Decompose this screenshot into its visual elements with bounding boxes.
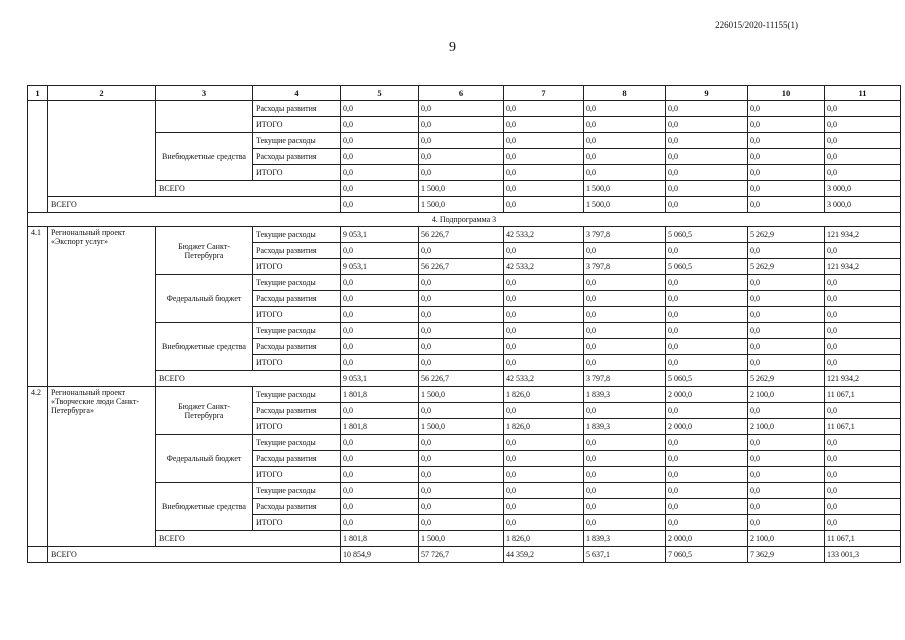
expense-type: Текущие расходы [253, 387, 341, 403]
value-cell: 0,0 [666, 181, 748, 197]
source-cell [156, 101, 253, 133]
value-cell: 1 839,3 [584, 419, 666, 435]
value-cell: 0,0 [504, 483, 584, 499]
value-cell: 0,0 [825, 483, 901, 499]
value-cell: 0,0 [419, 133, 504, 149]
value-cell: 0,0 [584, 117, 666, 133]
value-cell: 1 839,3 [584, 387, 666, 403]
value-cell: 0,0 [584, 101, 666, 117]
value-cell: 0,0 [341, 467, 419, 483]
table-row [28, 101, 901, 117]
column-header: 11 [825, 86, 901, 101]
value-cell: 0,0 [504, 515, 584, 531]
value-cell: 0,0 [419, 403, 504, 419]
value-cell: 0,0 [666, 133, 748, 149]
value-cell: 0,0 [504, 355, 584, 371]
value-cell: 1 500,0 [584, 181, 666, 197]
value-cell: 0,0 [666, 355, 748, 371]
value-cell: 11 067,1 [825, 531, 901, 547]
value-cell: 0,0 [419, 117, 504, 133]
value-cell: 0,0 [584, 165, 666, 181]
value-cell: 0,0 [825, 101, 901, 117]
table-row [28, 435, 901, 451]
value-cell: 0,0 [341, 291, 419, 307]
value-cell: 0,0 [419, 149, 504, 165]
value-cell: 0,0 [341, 117, 419, 133]
value-cell: 0,0 [504, 403, 584, 419]
value-cell: 5 060,5 [666, 227, 748, 243]
value-cell: 1 500,0 [419, 197, 504, 213]
table-row [28, 323, 901, 339]
table-row [28, 275, 901, 291]
value-cell: 0,0 [748, 323, 825, 339]
value-cell: 0,0 [825, 467, 901, 483]
value-cell: 1 500,0 [419, 531, 504, 547]
source-cell: Бюджет Санкт-Петербурга [156, 227, 253, 275]
grand-total-row [28, 547, 901, 563]
column-header: 4 [253, 86, 341, 101]
column-header: 8 [584, 86, 666, 101]
value-cell: 0,0 [584, 133, 666, 149]
value-cell: 0,0 [341, 181, 419, 197]
value-cell: 0,0 [748, 515, 825, 531]
subtotal-label: ВСЕГО [156, 531, 341, 547]
expense-type: Текущие расходы [253, 227, 341, 243]
value-cell: 0,0 [419, 275, 504, 291]
expense-type: ИТОГО [253, 117, 341, 133]
expense-type: Текущие расходы [253, 275, 341, 291]
column-header: 10 [748, 86, 825, 101]
expense-type: ИТОГО [253, 467, 341, 483]
value-cell: 0,0 [748, 165, 825, 181]
project-name: Региональный проект «Творческие люди Санкт-Петербурга» [48, 387, 156, 547]
value-cell: 5 262,9 [748, 371, 825, 387]
value-cell: 0,0 [341, 355, 419, 371]
value-cell: 0,0 [584, 323, 666, 339]
expense-type: ИТОГО [253, 515, 341, 531]
value-cell: 0,0 [584, 243, 666, 259]
source-cell: Внебюджетные средства [156, 483, 253, 531]
subtotal-row [28, 371, 901, 387]
value-cell: 121 934,2 [825, 259, 901, 275]
value-cell: 0,0 [419, 355, 504, 371]
table-row [28, 133, 901, 149]
expense-type: Расходы развития [253, 403, 341, 419]
value-cell: 0,0 [504, 117, 584, 133]
value-cell: 0,0 [584, 515, 666, 531]
value-cell: 0,0 [666, 243, 748, 259]
value-cell: 0,0 [504, 165, 584, 181]
value-cell: 0,0 [748, 243, 825, 259]
subtotal-label: ВСЕГО [156, 181, 341, 197]
value-cell: 0,0 [825, 499, 901, 515]
expense-type: Расходы развития [253, 499, 341, 515]
value-cell: 0,0 [341, 435, 419, 451]
value-cell: 0,0 [584, 403, 666, 419]
value-cell: 0,0 [666, 197, 748, 213]
value-cell: 121 934,2 [825, 371, 901, 387]
section-row [28, 213, 901, 227]
value-cell: 0,0 [666, 307, 748, 323]
value-cell: 5 262,9 [748, 259, 825, 275]
value-cell: 0,0 [748, 181, 825, 197]
column-header: 9 [666, 86, 748, 101]
value-cell: 0,0 [504, 435, 584, 451]
value-cell: 0,0 [666, 483, 748, 499]
value-cell: 0,0 [584, 307, 666, 323]
value-cell: 0,0 [748, 275, 825, 291]
column-header: 2 [48, 86, 156, 101]
value-cell: 0,0 [341, 165, 419, 181]
value-cell: 0,0 [825, 435, 901, 451]
value-cell: 0,0 [419, 483, 504, 499]
value-cell: 0,0 [584, 355, 666, 371]
value-cell: 0,0 [748, 307, 825, 323]
value-cell: 0,0 [341, 307, 419, 323]
table-row [28, 483, 901, 499]
value-cell: 0,0 [504, 197, 584, 213]
expense-type: ИТОГО [253, 355, 341, 371]
value-cell: 0,0 [748, 483, 825, 499]
value-cell: 0,0 [825, 291, 901, 307]
value-cell: 0,0 [504, 133, 584, 149]
value-cell: 0,0 [748, 197, 825, 213]
page-number: 9 [449, 40, 456, 55]
source-cell: Федеральный бюджет [156, 435, 253, 483]
value-cell: 2 000,0 [666, 419, 748, 435]
value-cell: 0,0 [825, 165, 901, 181]
value-cell: 1 801,8 [341, 387, 419, 403]
value-cell: 0,0 [341, 499, 419, 515]
value-cell: 0,0 [504, 499, 584, 515]
value-cell: 0,0 [825, 515, 901, 531]
value-cell: 1 839,3 [584, 531, 666, 547]
value-cell: 2 000,0 [666, 531, 748, 547]
project-number: 4.2 [28, 387, 48, 547]
total-label: ВСЕГО [48, 197, 341, 213]
value-cell: 1 826,0 [504, 419, 584, 435]
expense-type: Текущие расходы [253, 435, 341, 451]
project-number: 4.1 [28, 227, 48, 387]
value-cell: 0,0 [584, 275, 666, 291]
value-cell: 0,0 [419, 101, 504, 117]
value-cell: 0,0 [419, 451, 504, 467]
value-cell: 0,0 [419, 243, 504, 259]
expense-type: ИТОГО [253, 307, 341, 323]
value-cell: 0,0 [504, 291, 584, 307]
value-cell: 0,0 [584, 339, 666, 355]
value-cell: 3 000,0 [825, 197, 901, 213]
value-cell: 5 262,9 [748, 227, 825, 243]
budget-table [27, 85, 901, 563]
expense-type: Расходы развития [253, 243, 341, 259]
expense-type: Расходы развития [253, 291, 341, 307]
value-cell: 0,0 [748, 499, 825, 515]
value-cell: 0,0 [825, 451, 901, 467]
value-cell: 0,0 [666, 323, 748, 339]
value-cell: 0,0 [341, 133, 419, 149]
value-cell: 56 226,7 [419, 227, 504, 243]
value-cell: 0,0 [504, 149, 584, 165]
value-cell: 3 000,0 [825, 181, 901, 197]
expense-type: ИТОГО [253, 419, 341, 435]
value-cell: 7 362,9 [748, 547, 825, 563]
value-cell: 0,0 [419, 499, 504, 515]
value-cell: 0,0 [666, 291, 748, 307]
value-cell: 0,0 [584, 499, 666, 515]
value-cell: 0,0 [419, 307, 504, 323]
value-cell: 5 060,5 [666, 259, 748, 275]
value-cell: 0,0 [748, 117, 825, 133]
value-cell: 121 934,2 [825, 227, 901, 243]
row-name [48, 101, 156, 197]
source-cell: Федеральный бюджет [156, 275, 253, 323]
value-cell: 0,0 [748, 101, 825, 117]
value-cell: 1 801,8 [341, 419, 419, 435]
expense-type: Текущие расходы [253, 483, 341, 499]
value-cell: 1 826,0 [504, 531, 584, 547]
value-cell: 0,0 [825, 339, 901, 355]
value-cell: 10 854,9 [341, 547, 419, 563]
value-cell: 0,0 [584, 451, 666, 467]
value-cell: 0,0 [504, 101, 584, 117]
value-cell: 2 000,0 [666, 387, 748, 403]
value-cell: 0,0 [666, 117, 748, 133]
value-cell: 0,0 [825, 307, 901, 323]
value-cell: 0,0 [666, 499, 748, 515]
value-cell: 0,0 [748, 355, 825, 371]
expense-type: Текущие расходы [253, 323, 341, 339]
value-cell: 5 060,5 [666, 371, 748, 387]
value-cell: 0,0 [666, 101, 748, 117]
value-cell: 0,0 [504, 243, 584, 259]
value-cell: 9 053,1 [341, 371, 419, 387]
column-header: 5 [341, 86, 419, 101]
column-header: 1 [28, 86, 48, 101]
value-cell: 0,0 [504, 275, 584, 291]
grand-total-label: ВСЕГО [48, 547, 341, 563]
value-cell: 0,0 [666, 339, 748, 355]
expense-type: Расходы развития [253, 149, 341, 165]
value-cell: 0,0 [341, 149, 419, 165]
value-cell: 0,0 [825, 275, 901, 291]
value-cell: 2 100,0 [748, 531, 825, 547]
total-row [28, 197, 901, 213]
value-cell: 0,0 [504, 307, 584, 323]
value-cell: 1 500,0 [419, 181, 504, 197]
value-cell: 56 226,7 [419, 259, 504, 275]
value-cell: 2 100,0 [748, 419, 825, 435]
value-cell: 3 797,8 [584, 259, 666, 275]
value-cell: 0,0 [341, 339, 419, 355]
value-cell: 0,0 [825, 117, 901, 133]
value-cell: 0,0 [666, 275, 748, 291]
value-cell: 0,0 [341, 101, 419, 117]
value-cell: 0,0 [419, 339, 504, 355]
value-cell: 42 533,2 [504, 227, 584, 243]
expense-type: ИТОГО [253, 259, 341, 275]
document-number: 226015/2020-11155(1) [715, 20, 798, 30]
value-cell: 0,0 [504, 323, 584, 339]
expense-type: Расходы развития [253, 451, 341, 467]
value-cell: 0,0 [584, 483, 666, 499]
value-cell: 0,0 [666, 515, 748, 531]
value-cell: 0,0 [341, 403, 419, 419]
value-cell: 7 060,5 [666, 547, 748, 563]
value-cell: 0,0 [504, 339, 584, 355]
value-cell: 0,0 [666, 451, 748, 467]
value-cell: 0,0 [504, 451, 584, 467]
value-cell: 42 533,2 [504, 371, 584, 387]
value-cell: 5 637,1 [584, 547, 666, 563]
value-cell: 1 500,0 [584, 197, 666, 213]
value-cell: 0,0 [419, 435, 504, 451]
header-row [28, 86, 901, 101]
value-cell: 0,0 [825, 133, 901, 149]
source-cell: Внебюджетные средства [156, 323, 253, 371]
source-cell: Бюджет Санкт-Петербурга [156, 387, 253, 435]
value-cell: 0,0 [748, 339, 825, 355]
value-cell: 0,0 [666, 467, 748, 483]
project-name: Региональный проект «Экспорт услуг» [48, 227, 156, 387]
value-cell: 0,0 [341, 515, 419, 531]
value-cell: 9 053,1 [341, 227, 419, 243]
value-cell: 1 801,8 [341, 531, 419, 547]
value-cell: 0,0 [748, 133, 825, 149]
value-cell: 0,0 [341, 197, 419, 213]
value-cell: 1 826,0 [504, 387, 584, 403]
value-cell: 0,0 [584, 467, 666, 483]
value-cell: 0,0 [419, 515, 504, 531]
value-cell: 0,0 [748, 291, 825, 307]
value-cell: 9 053,1 [341, 259, 419, 275]
value-cell: 0,0 [666, 403, 748, 419]
column-header: 7 [504, 86, 584, 101]
value-cell: 42 533,2 [504, 259, 584, 275]
source-cell: Внебюджетные средства [156, 133, 253, 181]
value-cell: 0,0 [584, 291, 666, 307]
expense-type: Расходы развития [253, 339, 341, 355]
value-cell: 11 067,1 [825, 419, 901, 435]
value-cell: 0,0 [504, 181, 584, 197]
value-cell: 1 500,0 [419, 387, 504, 403]
value-cell: 2 100,0 [748, 387, 825, 403]
value-cell: 0,0 [584, 149, 666, 165]
value-cell: 0,0 [341, 451, 419, 467]
value-cell: 0,0 [666, 149, 748, 165]
value-cell: 0,0 [341, 243, 419, 259]
value-cell: 0,0 [419, 467, 504, 483]
value-cell: 0,0 [825, 355, 901, 371]
value-cell: 0,0 [341, 323, 419, 339]
column-header: 3 [156, 86, 253, 101]
subtotal-row [28, 531, 901, 547]
value-cell: 3 797,8 [584, 227, 666, 243]
value-cell: 0,0 [825, 149, 901, 165]
value-cell: 0,0 [825, 323, 901, 339]
value-cell: 0,0 [584, 435, 666, 451]
value-cell: 0,0 [341, 275, 419, 291]
value-cell: 0,0 [748, 149, 825, 165]
row-number [28, 547, 48, 563]
value-cell: 3 797,8 [584, 371, 666, 387]
value-cell: 0,0 [825, 403, 901, 419]
expense-type: Расходы развития [253, 101, 341, 117]
value-cell: 0,0 [825, 243, 901, 259]
expense-type: ИТОГО [253, 165, 341, 181]
subtotal-row [28, 181, 901, 197]
row-number [28, 101, 48, 213]
expense-type: Текущие расходы [253, 133, 341, 149]
value-cell: 0,0 [748, 467, 825, 483]
value-cell: 133 001,3 [825, 547, 901, 563]
value-cell: 0,0 [666, 165, 748, 181]
value-cell: 0,0 [748, 451, 825, 467]
subtotal-label: ВСЕГО [156, 371, 341, 387]
value-cell: 0,0 [666, 435, 748, 451]
value-cell: 0,0 [504, 467, 584, 483]
table-row [28, 227, 901, 243]
value-cell: 0,0 [748, 403, 825, 419]
value-cell: 0,0 [419, 291, 504, 307]
value-cell: 0,0 [419, 323, 504, 339]
column-header: 6 [419, 86, 504, 101]
value-cell: 56 226,7 [419, 371, 504, 387]
table-row [28, 387, 901, 403]
value-cell: 0,0 [748, 435, 825, 451]
value-cell: 0,0 [419, 165, 504, 181]
value-cell: 1 500,0 [419, 419, 504, 435]
value-cell: 57 726,7 [419, 547, 504, 563]
value-cell: 11 067,1 [825, 387, 901, 403]
section-title: 4. Подпрограмма 3 [28, 213, 901, 227]
value-cell: 0,0 [341, 483, 419, 499]
value-cell: 44 359,2 [504, 547, 584, 563]
